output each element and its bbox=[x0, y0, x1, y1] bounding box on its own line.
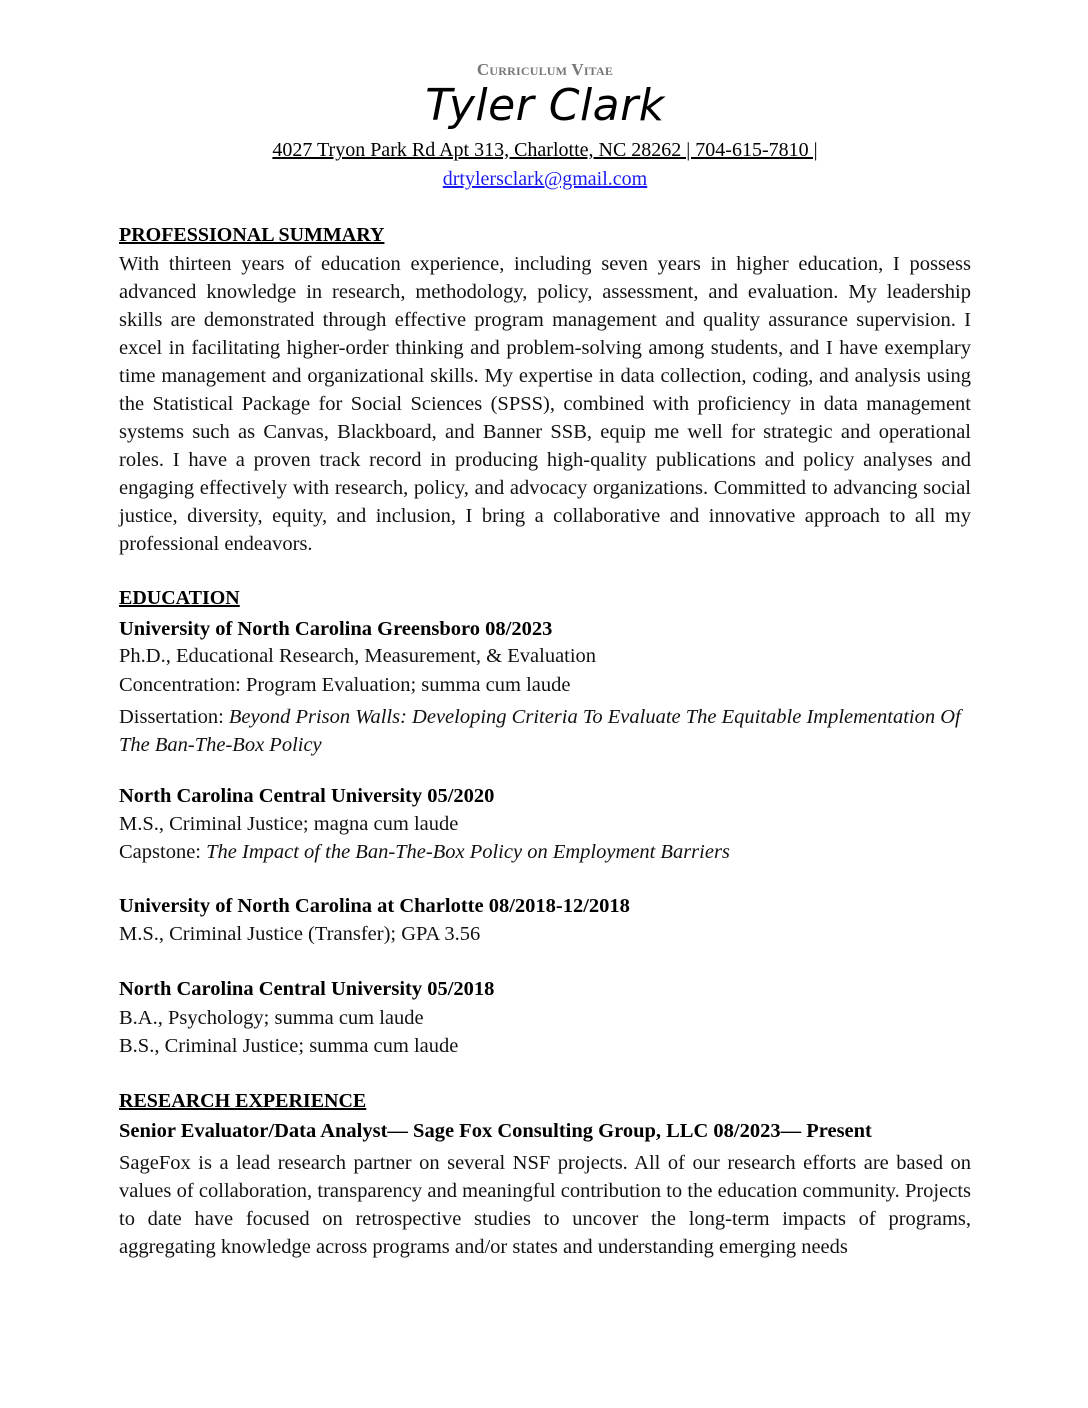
education-degree: M.S., Criminal Justice (Transfer); GPA 3.56 bbox=[119, 923, 481, 945]
contact-email bbox=[119, 168, 971, 191]
education-entry-title: North Carolina Central University 05/2018 bbox=[119, 978, 495, 1000]
education-degree: B.S., Criminal Justice; summa cum laude bbox=[119, 1035, 459, 1057]
section-heading-research: RESEARCH EXPERIENCE bbox=[119, 1090, 367, 1112]
education-degree: M.S., Criminal Justice; magna cum laude bbox=[119, 813, 459, 835]
dissertation-label: Dissertation: bbox=[119, 706, 229, 728]
education-entry-title: North Carolina Central University 05/2020 bbox=[119, 785, 495, 807]
summary-text: With thirteen years of education experience, including seven years in higher education, I possess advanced knowledge in research, methodology, policy, assessment, and evaluation. My leadership skills are demonstrated through effective program management and quality assurance supervision. I excel in facilitating higher-order thinking and problem-solving among students, and I have exemplary time management and organizational skills. My expertise in data collection, coding, and analysis using the Statistical Package for Social Sciences (SPSS), combined with proficiency in data management systems such as Canvas, Blackboard, and Banner SSB, equip me well for strategic and operational roles. I have a proven track record in producing high-quality publications and policy analyses and engaging effectively with research, policy, and advocacy organizations. Committed to advancing social justice, diversity, equity, and inclusion, I bring a collaborative and innovative approach to all my professional endeavors. bbox=[119, 253, 971, 555]
section-heading-education: EDUCATION bbox=[119, 587, 240, 609]
education-dissertation bbox=[119, 703, 971, 759]
research-entry-title: Senior Evaluator/Data Analyst— Sage Fox Consulting Group, LLC 08/2023— Present bbox=[119, 1120, 872, 1142]
education-entry-title: University of North Carolina Greensboro 08/2023 bbox=[119, 618, 553, 640]
email-link[interactable]: drtylersclark@gmail.com bbox=[442, 168, 648, 190]
contact-address-phone: 4027 Tryon Park Rd Apt 313, Charlotte, NC 28262 | 704-615-7810 | bbox=[272, 139, 818, 161]
research-entry-text: SageFox is a lead research partner on several NSF projects. All of our research efforts are based on values of collaboration, transparency and meaningful contribution to the education community. Projects to date have focused on retrospective studies to uncover the long-term impacts of programs, aggregating knowledge across programs and/or states and understanding emerging needs bbox=[119, 1152, 971, 1258]
candidate-name: Tyler Clark bbox=[425, 80, 665, 131]
education-entry-title: University of North Carolina at Charlotte 08/2018-12/2018 bbox=[119, 895, 630, 917]
education-capstone bbox=[119, 841, 971, 864]
section-heading-summary: PROFESSIONAL SUMMARY bbox=[119, 224, 385, 246]
dissertation-title: Beyond Prison Walls: Developing Criteria To Evaluate The Equitable Implementation Of The Ban-The-Box Policy bbox=[119, 706, 961, 756]
education-degree: B.A., Psychology; summa cum laude bbox=[119, 1007, 424, 1029]
capstone-label: Capstone: bbox=[119, 841, 207, 863]
cv-label: Curriculum Vitae bbox=[476, 60, 614, 79]
education-concentration: Concentration: Program Evaluation; summa cum laude bbox=[119, 674, 571, 696]
education-degree: Ph.D., Educational Research, Measurement, & Evaluation bbox=[119, 645, 597, 667]
capstone-title: The Impact of the Ban-The-Box Policy on Employment Barriers bbox=[206, 841, 730, 863]
